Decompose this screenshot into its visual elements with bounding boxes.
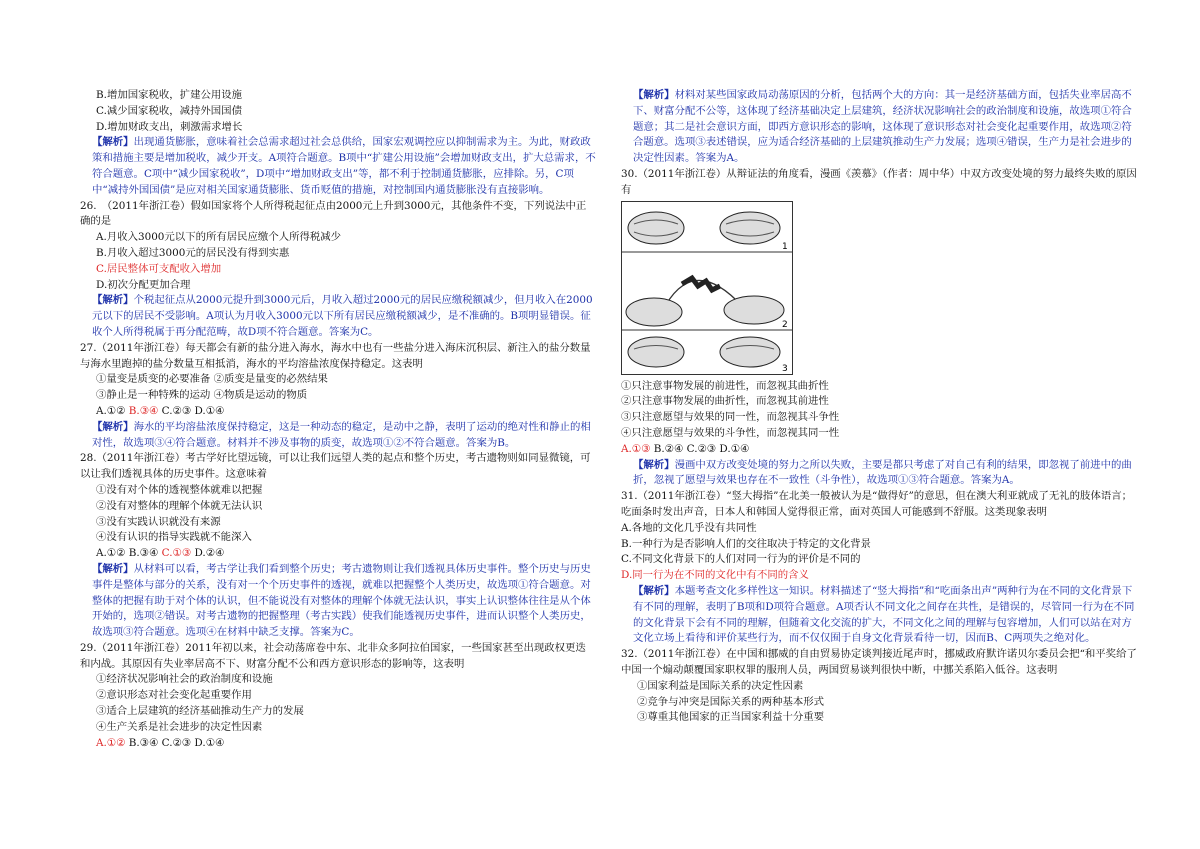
q30-option-3: ③只注意愿望与效果的同一性，而忽视其斗争性 [621, 411, 840, 424]
q25-option-d: D.增加财政支出，刺激需求增长 [96, 120, 243, 133]
choice-pre: A.①② B.③④ [96, 547, 162, 560]
q30-option-4: ④只注意愿望与效果的斗争性，而忽视其同一性 [621, 426, 840, 439]
q32-stem: 32.（2011年浙江卷）在中国和挪威的自由贸易协定谈判接近尾声时，挪威政府默许诺贝尔委员会把“和平奖给了中国一个煽动颠覆国家职权罪的服刑人员，两国贸易谈判很快中断，中挪关系陷入低谷。这表明 [621, 648, 1137, 676]
explanation-text: 本题考查文化多样性这一知识。材料描述了“竖大拇指”和“吃面条出声”两种行为在不同的文化背景下有不同的理解，表明了B项和D项符合题意。A项否认不同文化之间存在共性，是错误的，尽管同一行为在不同的文化背景下会有不同的理解，但随着文化交流的扩大，不同文化之间的理解与包容增加，人们可以站在对方文化立场上看待和评价某些行为，而不仅仅囿于自身文化背景看待一切，因而B、C两项失之绝对化。 [633, 584, 1135, 645]
q28-choices [80, 546, 596, 562]
q29-option-1: ①经济状况影响社会的政治制度和设施 [96, 673, 273, 686]
q27-explanation [80, 420, 596, 452]
explanation-tag: 【解析】 [633, 89, 675, 101]
explanation-tag: 【解析】 [92, 136, 134, 149]
panel-1-tanks [628, 212, 780, 244]
q30-stem: 30.（2011年浙江卷）从辩证法的角度看，漫画《羡慕》（作者：周中华）中双方改变处境的努力最终失败的原因有 [621, 167, 1137, 196]
q29-option-4: ④生产关系是社会进步的决定性因素 [96, 720, 263, 733]
panel-3-tanks [628, 337, 780, 367]
choice-pre: A.①② [96, 404, 129, 417]
q27-stem: 27.（2011年浙江卷）每天都会有新的盐分进入海水，海水中也有一些盐分进入海床沉积层、新注入的盐分数量与海水里跑掉的盐分数量互相抵消，海水的平均溶盐浓度保持稳定。这表明 [80, 341, 591, 370]
q26-stem: 26. （2011年浙江卷）假如国家将个人所得税起征点由2000元上升到3000元，其他条件不变，下列说法中正确的是 [80, 199, 587, 228]
right-column [621, 88, 1141, 726]
q31-stem: 31.（2011年浙江卷）“竖大拇指”在北美一般被认为是“做得好”的意思，但在澳大利亚就成了无礼的肢体语言；吃面条时发出声音，日本人和韩国人觉得很正常，面对英国人可能感到不舒服。这类现象表明 [621, 490, 1133, 518]
q25-option-c: C.减少国家税收，减持外国国债 [96, 104, 242, 117]
q32-option-3: ③尊重其他国家的正当国家利益十分重要 [637, 711, 825, 724]
q32-option-1: ①国家利益是国际关系的决定性因素 [637, 679, 804, 692]
cartoon-envy [621, 201, 793, 375]
q31-option-c: C.不同文化背景下的人们对同一行为的评价是不同的 [621, 553, 861, 566]
q28-stem: 28.（2011年浙江卷）考古学好比望远镜，可以让我们远望人类的起点和整个历史，考古遗物则如同显微镜，可以让我们透视具体的历史事件。这意味着 [80, 452, 591, 481]
choice-post: D.②④ [191, 547, 225, 560]
explanation-text: 出现通货膨胀，意味着社会总需求超过社会总供给，国家宏观调控应以抑制需求为主。为此，财政政策和措施主要是增加税收，减少开支。A项符合题意。B项中“扩建公用设施”会增加财政支出，扩大总需求，不符合题意。C项中“减少国家税收”，D项中“增加财政支出”等，都不利于控制通货膨胀，应排除。另，C项中“减持外国国债”是应对相关国家通货膨胀、货币贬值的措施，对控制国内通货膨胀没有直接影响。 [92, 136, 596, 196]
q29-explanation [621, 88, 1141, 167]
explanation-text: 漫画中双方改变处境的努力之所以失败，主要是都只考虑了对自己有利的结果，即忽视了前进中的曲折，忽视了愿望与效果也存在不一致性（斗争性），故选项①③符合题意。答案为A。 [633, 458, 1132, 487]
q25-explanation [80, 135, 596, 198]
explanation-tag: 【解析】 [633, 584, 675, 597]
choice-post: B.②④ C.②③ D.①④ [650, 442, 750, 455]
explanation-tag: 【解析】 [92, 294, 134, 307]
choice-answer: C.①③ [161, 547, 192, 560]
q30-choices [621, 442, 1141, 458]
cartoon-drawing [622, 202, 792, 374]
q28-option-1: ①没有对个体的透视整体就难以把握 [96, 483, 263, 496]
q28-explanation [80, 562, 596, 641]
explanation-tag: 【解析】 [92, 562, 134, 575]
q26-explanation [80, 293, 596, 340]
q26-option-c-answer: C.居民整体可支配收入增加 [96, 262, 222, 275]
choice-answer: A.①③ [621, 442, 651, 455]
q28-option-4: ④没有认识的指导实践就不能深入 [96, 531, 252, 544]
panel-2-label: 2 [782, 319, 788, 330]
choice-post: C.②③ D.①④ [158, 404, 225, 417]
q31-explanation [621, 584, 1141, 647]
q31-option-d-answer: D.同一行为在不同的文化中有不同的含义 [621, 569, 809, 582]
q29-option-2: ②意识形态对社会变化起重要作用 [96, 689, 252, 702]
panel-1-label: 1 [782, 241, 788, 252]
choice-answer: A.①② [96, 736, 126, 749]
q30-option-2: ②只注意事物发展的曲折性，而忽视其前进性 [621, 395, 829, 408]
explanation-text: 材料对某些国家政局动荡原因的分析，包括两个大的方向：其一是经济基础方面，包括失业率居高不下、财富分配不公等，这体现了经济基础决定上层建筑，经济状况影响社会的政治制度和设施，故选项①符合题意；其二是社会意识方面，即西方意识形态的影响，这体现了意识形态对社会变化起重要作用，故选项②符合题意。选项③表述错误，应为适合经济基础的上层建筑推动生产力发展；选项④错误，生产力是社会进步的决定性因素。答案为A。 [633, 89, 1132, 165]
explanation-text: 从材料可以看，考古学让我们看到整个历史；考古遗物则让我们透视具体历史事件。整个历史与历史事件是整体与部分的关系，没有对一个个历史事件的透视，就难以把握整个人类历史，故选项①符合题意。对整体的把握有助于对个体的认识，但不能说没有对整体的理解个体就无法认识，事实上认识整体往往是从个体开始的，选项②错误。对考古遗物的把握整理（考古实践）使我们能透视历史事件，进而认识整个人类历史，故选项③符合题意。选项④在材料中缺乏支撑。答案为C。 [92, 562, 591, 639]
q31-option-b: B.一种行为是否影响人们的交往取决于特定的文化背景 [621, 537, 871, 550]
q31-option-a: A.各地的文化几乎没有共同性 [621, 521, 757, 534]
panel-3-label: 3 [782, 363, 788, 374]
q26-option-a: A.月收入3000元以下的所有居民应缴个人所得税减少 [96, 231, 342, 244]
explanation-text: 个税起征点从2000元提升到3000元后，月收入超过2000元的居民应缴税额减少，但月收入在2000元以下的居民不受影响。A项认为月收入3000元以下所有居民应缴税额减少，是不准确的。B项明显错误。征收个人所得税属于再分配范畴，故D项不符合题意。答案为C。 [92, 294, 593, 338]
q32-option-2: ②竞争与冲突是国际关系的两种基本形式 [637, 695, 825, 708]
q30-option-1: ①只注意事物发展的前进性，而忽视其曲折性 [621, 379, 829, 392]
q29-option-3: ③适合上层建筑的经济基础推动生产力的发展 [96, 705, 304, 718]
left-column [80, 88, 596, 751]
q25-option-b: B.增加国家税收，扩建公用设施 [96, 89, 243, 101]
q27-options-34: ③静止是一种特殊的运动 ④物质是运动的物质 [96, 389, 308, 402]
q27-choices [80, 404, 596, 420]
explanation-tag: 【解析】 [92, 420, 134, 433]
explanation-text: 海水的平均溶盐浓度保持稳定，这是一种动态的稳定，是动中之静，表明了运动的绝对性和静止的相对性，故选项③④符合题意。材料并不涉及事物的质变，故选项①②不符合题意。答案为B。 [92, 420, 591, 449]
panel-2-jumping-fish [626, 278, 784, 326]
q26-option-b: B.月收入超过3000元的居民没有得到实惠 [96, 246, 290, 259]
q30-explanation [621, 458, 1141, 490]
choice-answer: B.③④ [128, 404, 159, 417]
q26-option-d: D.初次分配更加合理 [96, 278, 191, 291]
q28-option-3: ③没有实践认识就没有来源 [96, 515, 221, 528]
q29-stem: 29.（2011年浙江卷）2011年初以来，社会动荡席卷中东、北非众多阿拉伯国家，一些国家甚至出现政权更迭和内战。其原因有失业率居高不下、财富分配不公和西方意识形态的影响等，这表明 [80, 641, 586, 670]
choice-post: B.③④ C.②③ D.①④ [125, 736, 225, 749]
q29-choices [80, 736, 596, 752]
q28-option-2: ②没有对整体的理解个体就无法认识 [96, 499, 263, 512]
q27-options-12: ①量变是质变的必要准备 ②质变是量变的必然结果 [96, 373, 328, 386]
explanation-tag: 【解析】 [633, 458, 675, 471]
